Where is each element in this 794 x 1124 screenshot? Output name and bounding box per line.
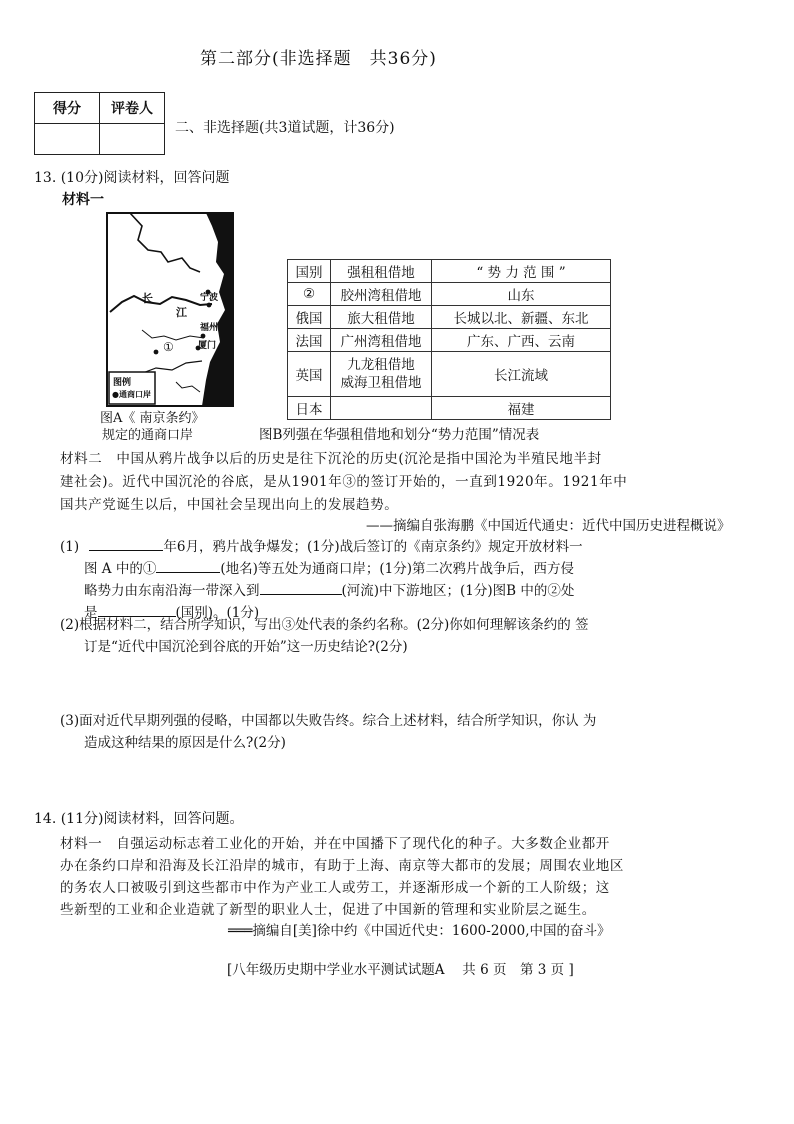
sub3-line2: 造成这种结果的原因是什么?(2分) bbox=[84, 735, 286, 751]
q14-line3: 的务农人口被吸引到这些都市中作为产业工人或劳工，并逐渐形成一个新的工人阶级；这 bbox=[60, 880, 610, 896]
material2 bbox=[60, 448, 686, 517]
map-label-jiang: 江 bbox=[176, 306, 187, 319]
sub2-line2: 订是“近代中国沉沦到谷底的开始”这一历史结论?(2分) bbox=[84, 639, 408, 655]
q14-material1 bbox=[60, 833, 686, 921]
table-cell: 长城以北、新疆、东北 bbox=[432, 306, 611, 329]
sub1-num: (1) bbox=[60, 539, 80, 555]
map-caption bbox=[100, 410, 205, 444]
map-label-shanghai: 上海 bbox=[200, 280, 219, 290]
blank-year[interactable] bbox=[89, 536, 163, 551]
map-label-xiamen: 厦门 bbox=[198, 341, 217, 351]
table-row bbox=[288, 329, 611, 352]
map-legend-title: 图例 bbox=[113, 378, 132, 388]
material2-line3: 国共产党诞生以后，中国社会呈现出向上的发展趋势。 bbox=[60, 497, 399, 513]
sub1-text-f: (河流)中下游地区；(1分)图B 中的②处 bbox=[341, 583, 575, 599]
blank-place[interactable] bbox=[156, 558, 220, 573]
table-row bbox=[288, 306, 611, 329]
map-legend-item: ●通商口岸 bbox=[112, 389, 151, 399]
q14-line4: 些新型的工业和企业造就了新型的职业人士，促进了中国新的管理和实业阶层之诞生。 bbox=[60, 902, 596, 918]
table-cell-uk-leases bbox=[331, 352, 432, 397]
table-row bbox=[288, 352, 611, 397]
table-header: 强租租借地 bbox=[331, 260, 432, 283]
table-header: “ 势 力 范 围 ” bbox=[432, 260, 611, 283]
map-label-chang: 长 bbox=[142, 292, 153, 305]
section-title: 二、非选择题(共3道试题，计36分) bbox=[175, 120, 395, 136]
page-footer: [八年级历史期中学业水平测试试题A 共 6 页 第 3 页 ] bbox=[227, 962, 574, 978]
map-figure-a bbox=[106, 212, 234, 407]
sub1-text-d: (地名)等五处为通商口岸；(1分)第二次鸦片战争后，西方侵 bbox=[220, 561, 574, 577]
table-cell: 旅大租借地 bbox=[331, 306, 432, 329]
score-cell[interactable] bbox=[35, 124, 100, 155]
sub3-line1: (3)面对近代早期列强的侵略，中国都以失败告终。综合上述材料，结合所学知识，你认 为 bbox=[60, 713, 597, 729]
material1-label: 材料一 bbox=[62, 192, 104, 208]
sub1-text-c: 图 A 中的① bbox=[84, 561, 157, 577]
blank-river[interactable] bbox=[260, 580, 342, 595]
table-cell bbox=[331, 397, 432, 420]
material2-line1: 材料二 中国从鸦片战争以后的历史是往下沉沦的历史(沉沦是指中国沦为半殖民地半封 bbox=[60, 451, 602, 467]
map-label-ningbo: 宁波 bbox=[200, 293, 219, 303]
table-cell: 英国 bbox=[288, 352, 331, 397]
map-caption-line2: 规定的通商口岸 bbox=[102, 428, 194, 443]
table-cell: ② bbox=[288, 283, 331, 306]
table-caption: 图B列强在华强租借地和划分“势力范围”情况表 bbox=[259, 427, 540, 443]
table-b bbox=[287, 259, 611, 420]
material2-source: ——摘编自张海鹏《中国近代通史：近代中国历史进程概说》 bbox=[366, 518, 731, 534]
sub1-text-b: 年6月，鸦片战争爆发；(1分)战后签订的《南京条约》规定开放材料一 bbox=[163, 539, 583, 555]
map-label-fuzhou: 福州 bbox=[200, 323, 219, 333]
table-cell: 福建 bbox=[432, 397, 611, 420]
q13-sub1 bbox=[60, 536, 690, 624]
table-cell: 胶州湾租借地 bbox=[331, 283, 432, 306]
q14-line2: 办在条约口岸和沿海及长江沿岸的城市，有助于上海、南京等大都市的发展；周围农业地区 bbox=[60, 858, 624, 874]
table-row bbox=[288, 397, 611, 420]
q14-line1: 材料一 自强运动标志着工业化的开始，并在中国播下了现代化的种子。大多数企业都开 bbox=[60, 836, 610, 852]
table-cell: 俄国 bbox=[288, 306, 331, 329]
map-label-1: ① bbox=[163, 340, 174, 354]
q13-header: 13. (10分)阅读材料，回答问题 bbox=[34, 170, 230, 186]
table-cell: 法国 bbox=[288, 329, 331, 352]
table-header-row bbox=[288, 260, 611, 283]
part-title: 第二部分(非选择题 共36分) bbox=[200, 49, 437, 69]
sub1-text-g: 是 bbox=[84, 605, 98, 621]
score-box bbox=[34, 92, 165, 155]
table-cell: 日本 bbox=[288, 397, 331, 420]
q14-source: ═══摘编自[美]徐中约《中国近代史：1600-2000,中国的奋斗》 bbox=[228, 923, 611, 939]
q13-sub3 bbox=[60, 710, 690, 754]
q14-header: 14. (11分)阅读材料，回答问题。 bbox=[34, 811, 244, 827]
sub2-line1: (2)根据材料二，结合所学知识，写出③处代表的条约名称。(2分)你如何理解该条约的 签 bbox=[60, 617, 589, 633]
uk-lease-2: 威海卫租借地 bbox=[340, 375, 422, 391]
grader-label: 评卷人 bbox=[100, 93, 165, 124]
table-cell: 广东、广西、云南 bbox=[432, 329, 611, 352]
sub1-text-h: (国别)。(1分) bbox=[175, 605, 260, 621]
table-header: 国别 bbox=[288, 260, 331, 283]
score-label: 得分 bbox=[35, 93, 100, 124]
map-caption-line1: 图A《 南京条约》 bbox=[100, 411, 205, 426]
table-cell: 山东 bbox=[432, 283, 611, 306]
uk-lease-1: 九龙租借地 bbox=[347, 357, 415, 373]
grader-cell[interactable] bbox=[100, 124, 165, 155]
sub1-text-e: 略势力由东南沿海一带深入到 bbox=[84, 583, 260, 599]
table-cell: 广州湾租借地 bbox=[331, 329, 432, 352]
q13-sub2 bbox=[60, 614, 690, 658]
table-cell: 长江流域 bbox=[432, 352, 611, 397]
material2-line2: 建社会)。近代中国沉沦的谷底，是从1901年③的签订开始的，一直到1920年。1921年中 bbox=[60, 474, 628, 490]
table-row bbox=[288, 283, 611, 306]
